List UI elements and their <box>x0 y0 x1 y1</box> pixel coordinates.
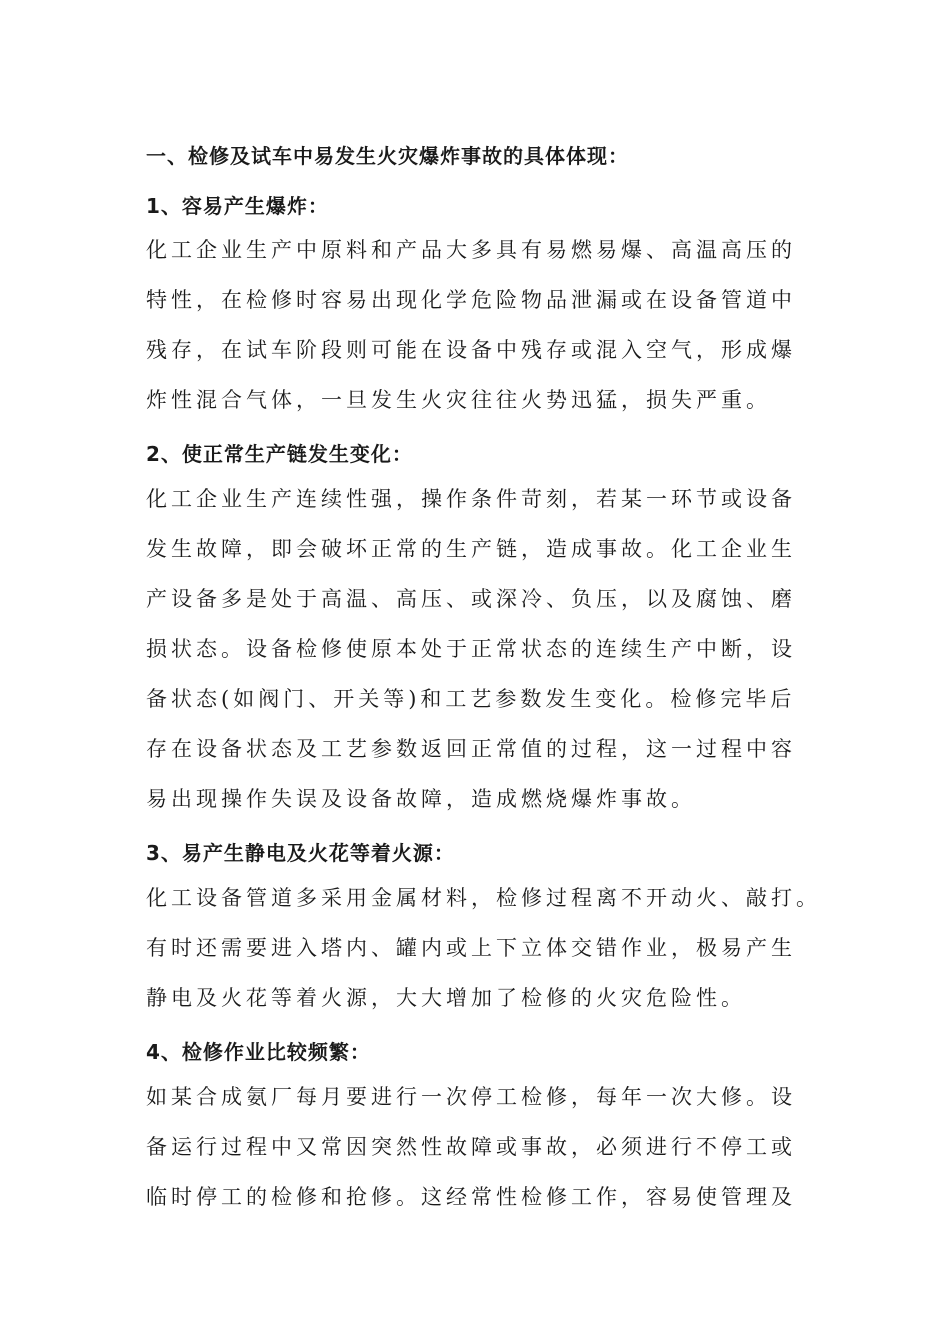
paragraph-line: 化工企业生产连续性强，操作条件苛刻，若某一环节或设备 <box>146 487 796 511</box>
paragraph-line: 有时还需要进入塔内、罐内或上下立体交错作业，极易产生 <box>146 936 796 960</box>
paragraph-line: 临时停工的检修和抢修。这经常性检修工作，容易使管理及 <box>146 1185 796 1209</box>
paragraph-line: 易出现操作失误及设备故障，造成燃烧爆炸事故。 <box>146 787 696 811</box>
paragraph-line: 如某合成氨厂每月要进行一次停工检修，每年一次大修。设 <box>146 1085 796 1109</box>
paragraph-line: 静电及火花等着火源，大大增加了检修的火灾危险性。 <box>146 986 746 1010</box>
paragraph-line: 化工设备管道多采用金属材料，检修过程离不开动火、敲打。 <box>146 886 821 910</box>
paragraph-line: 备运行过程中又常因突然性故障或事故，必须进行不停工或 <box>146 1135 796 1159</box>
paragraph-line: 产设备多是处于高温、高压、或深冷、负压，以及腐蚀、磨 <box>146 587 796 611</box>
paragraph-line: 化工企业生产中原料和产品大多具有易燃易爆、高温高压的 <box>146 238 796 262</box>
document-title: 一、检修及试车中易发生火灾爆炸事故的具体体现： <box>146 144 629 168</box>
paragraph-line: 发生故障，即会破坏正常的生产链，造成事故。化工企业生 <box>146 537 796 561</box>
paragraph-line: 备状态(如阀门、开关等)和工艺参数发生变化。检修完毕后 <box>146 687 796 711</box>
paragraph-line: 损状态。设备检修使原本处于正常状态的连续生产中断，设 <box>146 637 796 661</box>
section-4-heading: 4、检修作业比较频繁： <box>146 1040 371 1064</box>
paragraph-line: 存在设备状态及工艺参数返回正常值的过程，这一过程中容 <box>146 737 796 761</box>
section-2-heading: 2、使正常生产链发生变化： <box>146 442 413 466</box>
paragraph-line: 残存，在试车阶段则可能在设备中残存或混入空气，形成爆 <box>146 338 796 362</box>
paragraph-line: 炸性混合气体，一旦发生火灾往往火势迅猛，损失严重。 <box>146 388 771 412</box>
paragraph-line: 特性，在检修时容易出现化学危险物品泄漏或在设备管道中 <box>146 288 796 312</box>
section-3-heading: 3、易产生静电及火花等着火源： <box>146 841 455 865</box>
section-1-heading: 1、容易产生爆炸： <box>146 194 329 218</box>
